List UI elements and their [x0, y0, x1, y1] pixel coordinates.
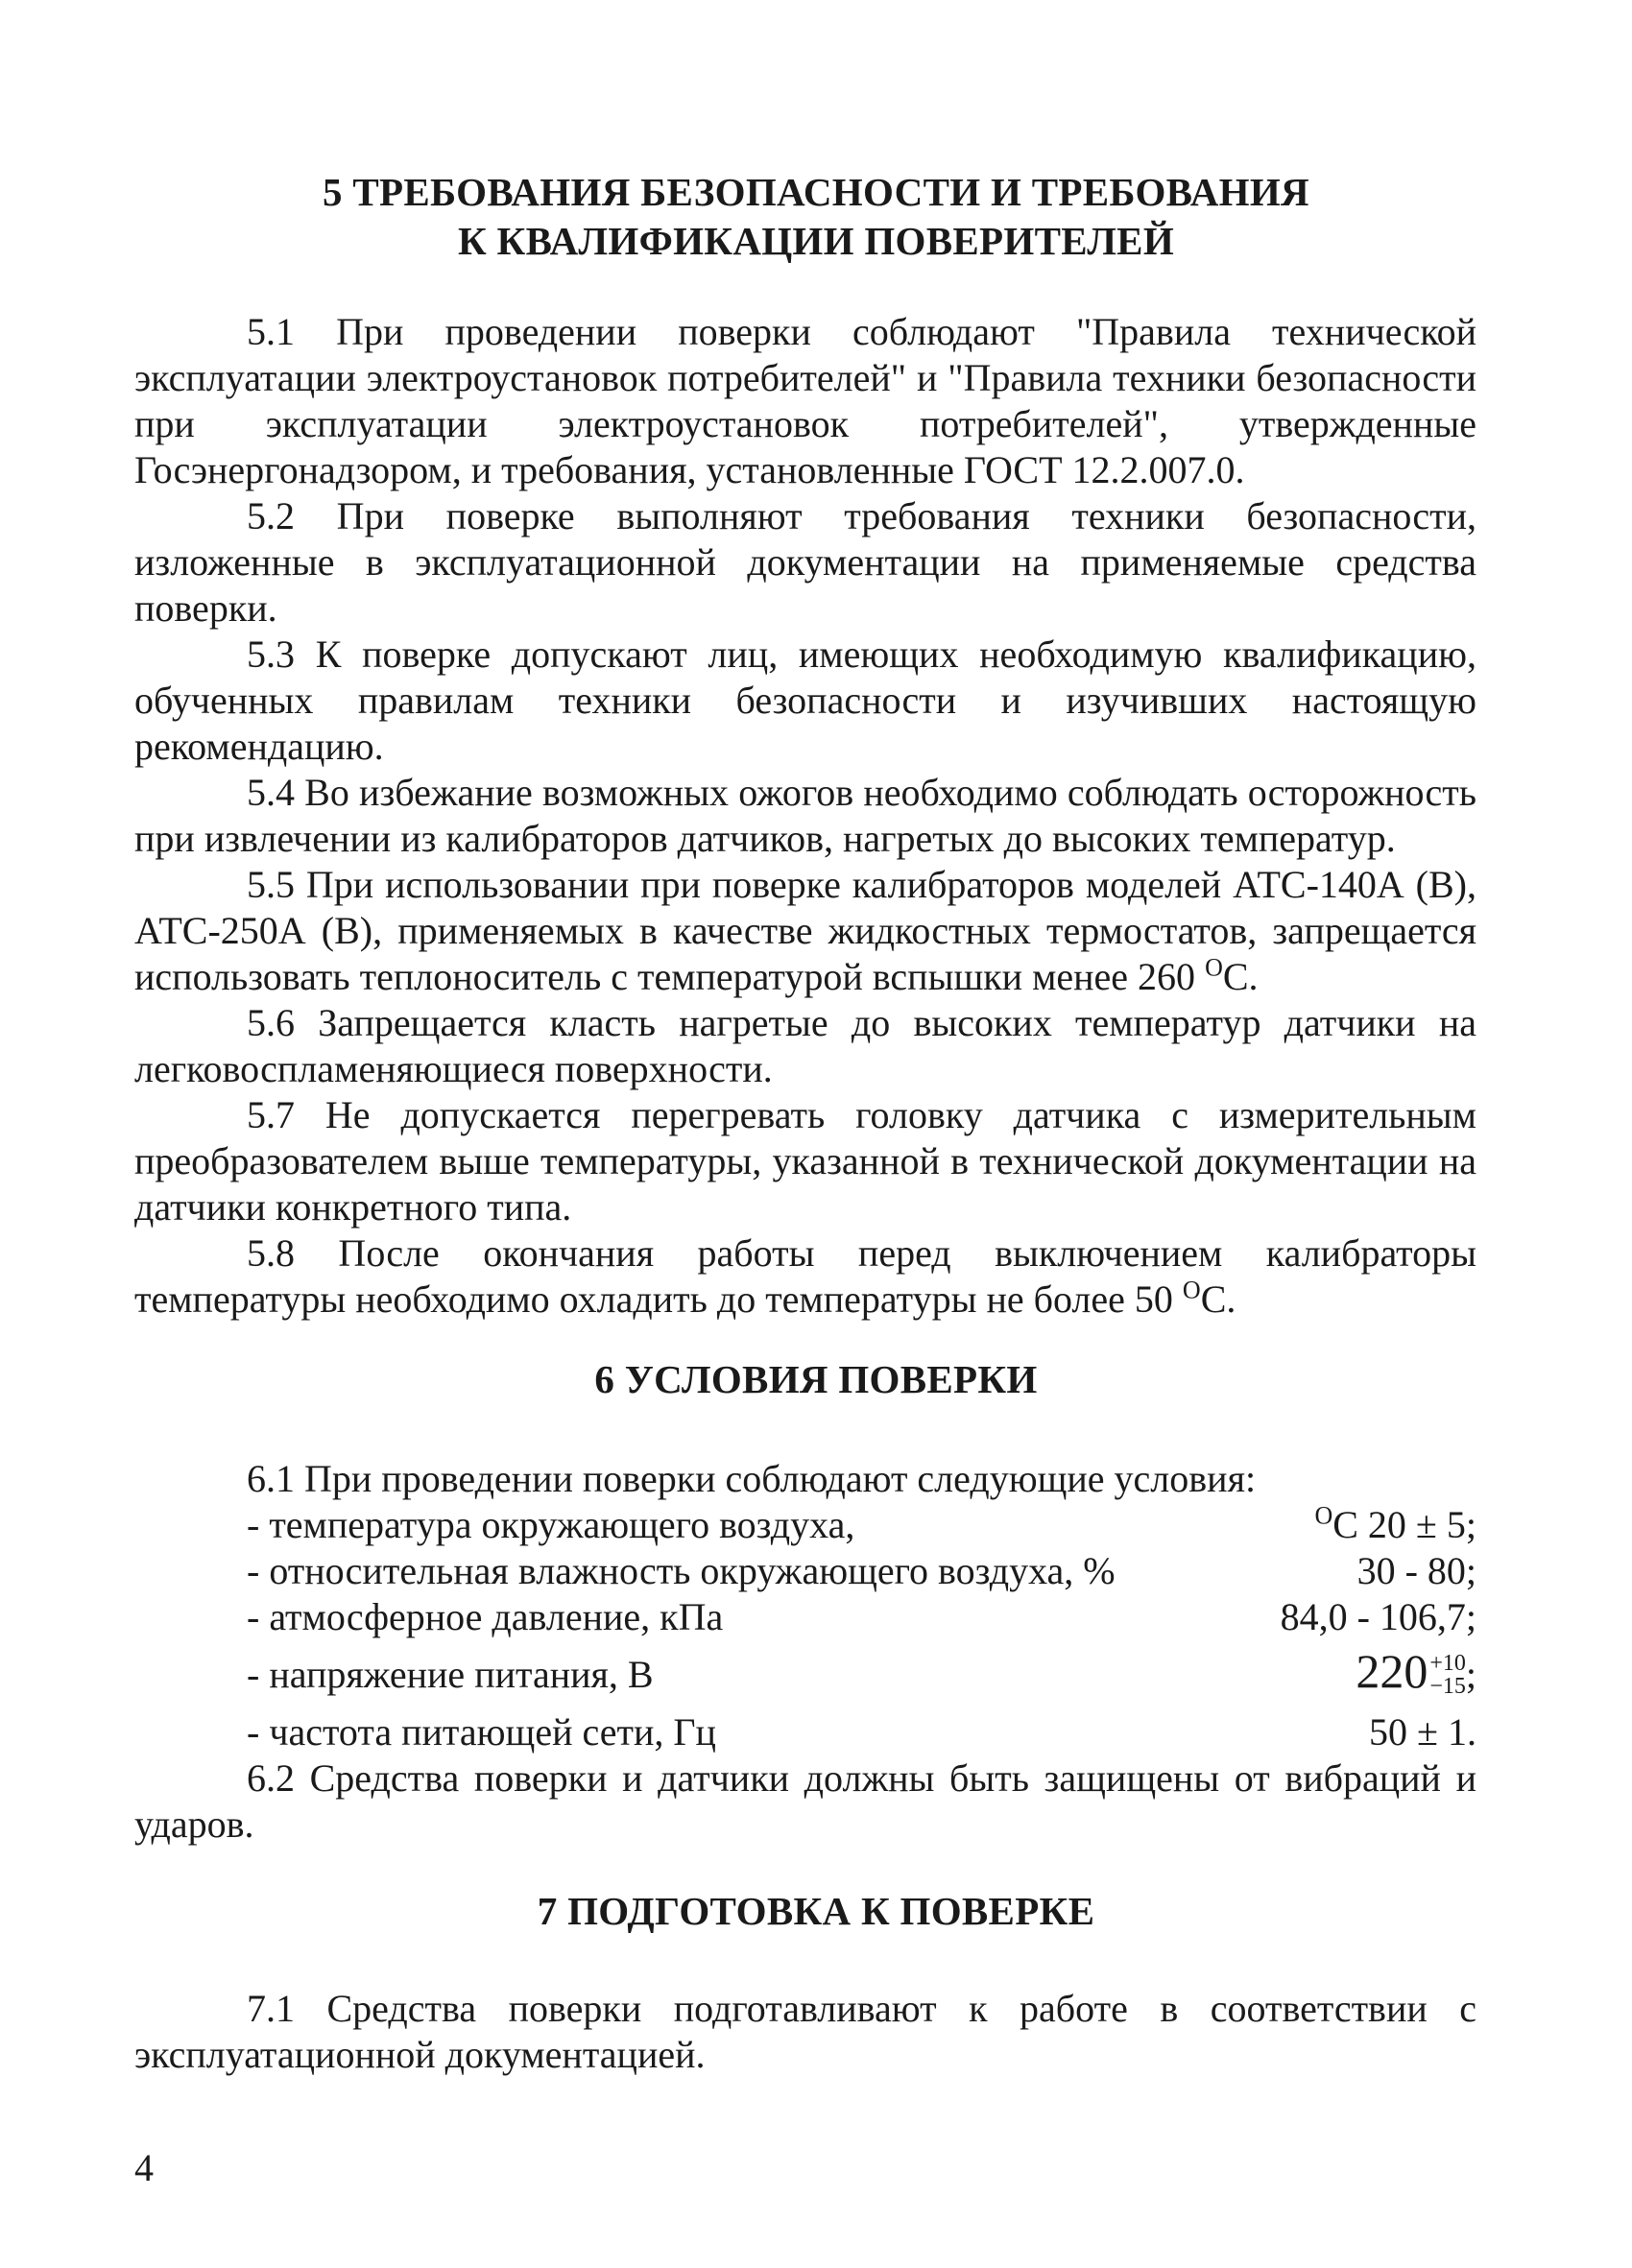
paragraph-5-8 — [134, 1230, 1476, 1323]
conditions-list — [134, 1502, 1476, 1755]
section-5-heading-line-1: 5 ТРЕБОВАНИЯ БЕЗОПАСНОСТИ И ТРЕБОВАНИЯ — [323, 170, 1309, 214]
condition-value: 30 - 80; — [1356, 1549, 1476, 1592]
paragraph-5-5-unit: C. — [1222, 955, 1259, 998]
section-6-body — [134, 1456, 1476, 1848]
section-5-heading — [0, 168, 1632, 266]
page-number: 4 — [134, 2146, 154, 2189]
condition-label: - атмосферное давление, кПа — [247, 1595, 724, 1638]
paragraph-5-5 — [134, 862, 1476, 1000]
paragraph-5-2: 5.2 При поверке выполняют требования техники безопасности, изложенные в эксплуатационной документации на применяемые средства поверки. — [134, 494, 1476, 630]
condition-value: 84,0 - 106,7; — [1280, 1595, 1476, 1638]
condition-pressure — [134, 1594, 1476, 1640]
section-6-heading: 6 УСЛОВИЯ ПОВЕРКИ — [594, 1357, 1038, 1401]
condition-label: - напряжение питания, В — [247, 1653, 654, 1696]
section-7-body — [134, 1986, 1476, 2078]
condition-value: 50 ± 1. — [1369, 1710, 1476, 1754]
tolerance-minus: −15 — [1429, 1673, 1466, 1699]
paragraph-5-4: 5.4 Во избежание возможных ожогов необходимо соблюдать осторожность при извлечении из калибраторов датчиков, нагретых до высоких температур. — [134, 771, 1476, 860]
paragraph-5-3: 5.3 К поверке допускают лиц, имеющих необходимую квалификацию, обученных правилам техники безопасности и изучивших настоящую рекомендацию. — [134, 633, 1476, 768]
paragraph-5-5-text: 5.5 При использовании при поверке калибраторов моделей АТС-140А (В), АТС-250А (В), применяемых в качестве жидкостных термостатов, запрещается использовать теплоноситель с температурой вспышки менее 260 — [134, 863, 1476, 998]
paragraph-5-8-text: 5.8 После окончания работы перед выключением калибраторы температуры необходимо охладить до температуры не более 50 — [134, 1231, 1476, 1321]
condition-label: - температура окружающего воздуха, — [247, 1503, 855, 1546]
degree-sup: O — [1314, 1501, 1333, 1530]
paragraph-5-1: 5.1 При проведении поверки соблюдают "Правила технической эксплуатации электроустановок потребителей" и "Правила техники безопасности при эксплуатации электроустановок потребителей", утвержденные Госэнергонадзором, и требования, установленные ГОСТ 12.2.007.0. — [134, 310, 1476, 491]
condition-frequency — [134, 1709, 1476, 1755]
condition-humidity — [134, 1548, 1476, 1594]
degree-sup: O — [1205, 953, 1223, 982]
section-7-heading: 7 ПОДГОТОВКА К ПОВЕРКЕ — [537, 1889, 1095, 1933]
degree-sup: O — [1182, 1276, 1201, 1304]
paragraph-6-2: 6.2 Средства поверки и датчики должны быть защищены от вибраций и ударов. — [134, 1756, 1476, 1846]
condition-value — [1356, 1644, 1476, 1702]
paragraph-6-1-intro: 6.1 При проведении поверки соблюдают следующие условия: — [247, 1457, 1257, 1500]
section-5-heading-line-2: К КВАЛИФИКАЦИИ ПОВЕРИТЕЛЕЙ — [457, 219, 1175, 263]
condition-temperature — [134, 1502, 1476, 1548]
paragraph-5-6: 5.6 Запрещается класть нагретые до высоких температур датчики на легковоспламеняющиеся поверхности. — [134, 1001, 1476, 1090]
tolerance-plus: +10 — [1429, 1650, 1466, 1676]
condition-label: - относительная влажность окружающего воздуха, % — [247, 1549, 1116, 1592]
paragraph-5-7: 5.7 Не допускается перегревать головку датчика с измерительным преобразователем выше температуры, указанной в технической документации на датчики конкретного типа. — [134, 1093, 1476, 1229]
voltage-end: ; — [1465, 1653, 1476, 1697]
condition-label: - частота питающей сети, Гц — [247, 1710, 716, 1754]
section-5-body — [134, 309, 1476, 1323]
voltage-nominal: 220 — [1356, 1644, 1428, 1699]
condition-voltage — [134, 1640, 1476, 1709]
paragraph-5-8-unit: C. — [1200, 1277, 1236, 1321]
voltage-tolerance — [1429, 1652, 1466, 1698]
condition-value — [1314, 1502, 1476, 1548]
paragraph-7-1: 7.1 Средства поверки подготавливают к работе в соответствии с эксплуатационной документацией. — [134, 1987, 1476, 2076]
condition-value-text: C 20 ± 5; — [1332, 1503, 1476, 1546]
